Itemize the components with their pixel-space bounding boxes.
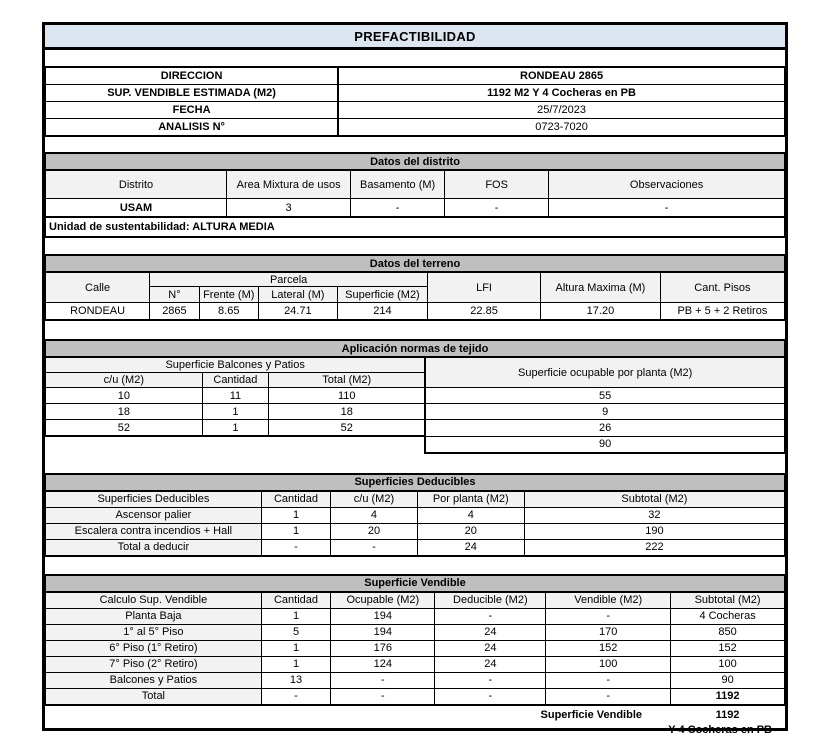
info-label: FECHA — [46, 102, 339, 119]
cell: - — [331, 688, 435, 705]
section-title: Datos del terreno — [46, 255, 785, 272]
column-header: Area Mixtura de usos — [227, 170, 351, 199]
table-row — [46, 388, 785, 404]
prefactibilidad-sheet — [42, 22, 788, 736]
spacer — [45, 454, 785, 473]
cell: 222 — [524, 539, 784, 556]
sustainability-note: Unidad de sustentabilidad: ALTURA MEDIA — [46, 217, 785, 237]
cell: 3 — [227, 199, 351, 218]
column-header: Lateral (M) — [258, 287, 337, 303]
table-row — [46, 539, 785, 556]
column-header-group: Parcela — [150, 272, 428, 287]
table-row — [46, 656, 785, 672]
cell: 17.20 — [541, 303, 661, 321]
cell: 176 — [331, 640, 435, 656]
cell: 2865 — [150, 303, 200, 321]
cell: 22.85 — [428, 303, 541, 321]
table-row — [46, 491, 785, 508]
info-value: 25/7/2023 — [338, 102, 784, 119]
column-header: Superficie ocupable por planta (M2) — [425, 357, 784, 388]
cell: - — [549, 199, 785, 218]
column-header: Observaciones — [549, 170, 785, 199]
column-header: Cantidad — [202, 373, 269, 388]
table-row — [46, 420, 785, 437]
column-header: Por planta (M2) — [417, 491, 524, 508]
info-label: DIRECCION — [46, 67, 339, 85]
table-row — [46, 199, 785, 218]
header-info-table — [45, 66, 785, 137]
row-label: 6° Piso (1° Retiro) — [46, 640, 262, 656]
cell: - — [546, 608, 671, 624]
cell: 1 — [261, 507, 330, 523]
column-header: Cant. Pisos — [660, 272, 784, 303]
row-label: Total — [46, 688, 262, 705]
row-label: 7° Piso (2° Retiro) — [46, 656, 262, 672]
cell: 5 — [261, 624, 330, 640]
column-header: Calculo Sup. Vendible — [46, 592, 262, 609]
cell: - — [351, 199, 445, 218]
table-row — [46, 672, 785, 688]
table-row — [46, 474, 785, 491]
column-header: Cantidad — [261, 592, 330, 609]
section-title: Aplicación normas de tejido — [46, 340, 785, 357]
cell: 170 — [546, 624, 671, 640]
column-header: Frente (M) — [199, 287, 258, 303]
footer-total-line — [45, 709, 785, 721]
column-header: Subtotal (M2) — [671, 592, 785, 609]
column-header: Basamento (M) — [351, 170, 445, 199]
cell: 9 — [425, 404, 784, 420]
vendible-table — [45, 574, 785, 706]
cell: - — [435, 608, 546, 624]
row-label: Planta Baja — [46, 608, 262, 624]
column-header: LFI — [428, 272, 541, 303]
cell: 1 — [261, 640, 330, 656]
row-label: Total a deducir — [46, 539, 262, 556]
column-header-group: Superficie Balcones y Patios — [46, 357, 426, 373]
spacer — [45, 321, 785, 339]
cell: 11 — [202, 388, 269, 404]
cell: 4 — [331, 507, 417, 523]
cell: - — [331, 672, 435, 688]
empty-cell — [46, 436, 426, 453]
row-label: Ascensor palier — [46, 507, 262, 523]
table-row — [46, 272, 785, 287]
cell: 110 — [269, 388, 426, 404]
spacer — [45, 50, 785, 66]
cell: 20 — [417, 523, 524, 539]
info-value: RONDEAU 2865 — [338, 67, 784, 85]
column-header: Superficie (M2) — [337, 287, 427, 303]
table-row — [46, 523, 785, 539]
column-header: c/u (M2) — [46, 373, 203, 388]
table-row — [46, 102, 785, 119]
cell: - — [546, 688, 671, 705]
row-label: Balcones y Patios — [46, 672, 262, 688]
cell: 1 — [261, 523, 330, 539]
cell: 1 — [202, 404, 269, 420]
cell: 20 — [331, 523, 417, 539]
cell: 194 — [331, 624, 435, 640]
cell: 100 — [546, 656, 671, 672]
table-row — [46, 592, 785, 609]
table-row — [46, 255, 785, 272]
cell: 152 — [671, 640, 785, 656]
footer-note: Y 4 Cocheras en PB — [668, 723, 772, 736]
table-row — [46, 67, 785, 85]
cell: 1 — [261, 608, 330, 624]
cell: 24 — [435, 656, 546, 672]
cell: 24.71 — [258, 303, 337, 321]
page-title: PREFACTIBILIDAD — [45, 25, 785, 50]
cell: 13 — [261, 672, 330, 688]
info-label: SUP. VENDIBLE ESTIMADA (M2) — [46, 85, 339, 102]
cell: PB + 5 + 2 Retiros — [660, 303, 784, 321]
cell: 1 — [261, 656, 330, 672]
cell: - — [546, 672, 671, 688]
table-row — [46, 357, 785, 373]
table-row — [46, 85, 785, 102]
cell: 32 — [524, 507, 784, 523]
cell: 4 — [417, 507, 524, 523]
distrito-table — [45, 152, 785, 238]
column-header: Vendible (M2) — [546, 592, 671, 609]
table-row — [46, 640, 785, 656]
cell: 24 — [417, 539, 524, 556]
footer-value: 1192 — [715, 708, 740, 721]
cell: 850 — [671, 624, 785, 640]
total-cell: 1192 — [671, 688, 785, 705]
section-title: Datos del distrito — [46, 153, 785, 170]
tejido-table — [45, 339, 785, 454]
table-row — [46, 624, 785, 640]
footer — [45, 706, 785, 736]
table-row — [46, 608, 785, 624]
info-value: 0723-7020 — [338, 119, 784, 137]
info-label: ANALISIS N° — [46, 119, 339, 137]
cell: USAM — [46, 199, 227, 218]
cell: 214 — [337, 303, 427, 321]
cell: - — [435, 688, 546, 705]
section-title: Superficies Deducibles — [46, 474, 785, 491]
cell: 124 — [331, 656, 435, 672]
column-header: Subtotal (M2) — [524, 491, 784, 508]
row-label: Escalera contra incendios + Hall — [46, 523, 262, 539]
table-row — [46, 575, 785, 592]
cell: 18 — [269, 404, 426, 420]
table-row — [46, 153, 785, 170]
table-row — [46, 340, 785, 357]
cell: 190 — [524, 523, 784, 539]
spacer — [45, 137, 785, 152]
table-row — [46, 688, 785, 705]
spacer — [45, 557, 785, 574]
column-header: N° — [150, 287, 200, 303]
spacer — [45, 238, 785, 254]
column-header: FOS — [445, 170, 549, 199]
table-row — [46, 436, 785, 453]
column-header: Altura Maxima (M) — [541, 272, 661, 303]
cell: 1 — [202, 420, 269, 437]
cell: 4 Cocheras — [671, 608, 785, 624]
cell: 18 — [46, 404, 203, 420]
cell: RONDEAU — [46, 303, 150, 321]
cell: 24 — [435, 624, 546, 640]
cell: 55 — [425, 388, 784, 404]
column-header: c/u (M2) — [331, 491, 417, 508]
table-row — [46, 404, 785, 420]
cell: 26 — [425, 420, 784, 437]
column-header: Distrito — [46, 170, 227, 199]
cell: 90 — [671, 672, 785, 688]
cell: 90 — [425, 436, 784, 453]
cell: 24 — [435, 640, 546, 656]
cell: 100 — [671, 656, 785, 672]
cell: - — [435, 672, 546, 688]
info-value: 1192 M2 Y 4 Cocheras en PB — [338, 85, 784, 102]
cell: - — [261, 688, 330, 705]
row-label: 1° al 5° Piso — [46, 624, 262, 640]
cell: 194 — [331, 608, 435, 624]
cell: 10 — [46, 388, 203, 404]
table-row — [46, 217, 785, 237]
column-header: Superficies Deducibles — [46, 491, 262, 508]
column-header: Total (M2) — [269, 373, 426, 388]
cell: 52 — [269, 420, 426, 437]
cell: - — [331, 539, 417, 556]
terreno-table — [45, 254, 785, 321]
cell: - — [445, 199, 549, 218]
cell: - — [261, 539, 330, 556]
footer-label: Superficie Vendible — [540, 708, 642, 721]
table-row — [46, 119, 785, 137]
column-header: Calle — [46, 272, 150, 303]
table-row — [46, 507, 785, 523]
table-row — [46, 303, 785, 321]
table-row — [46, 170, 785, 199]
cell: 52 — [46, 420, 203, 437]
section-title: Superficie Vendible — [46, 575, 785, 592]
column-header: Deducible (M2) — [435, 592, 546, 609]
deducibles-table — [45, 473, 785, 557]
column-header: Ocupable (M2) — [331, 592, 435, 609]
cell: 152 — [546, 640, 671, 656]
column-header: Cantidad — [261, 491, 330, 508]
cell: 8.65 — [199, 303, 258, 321]
